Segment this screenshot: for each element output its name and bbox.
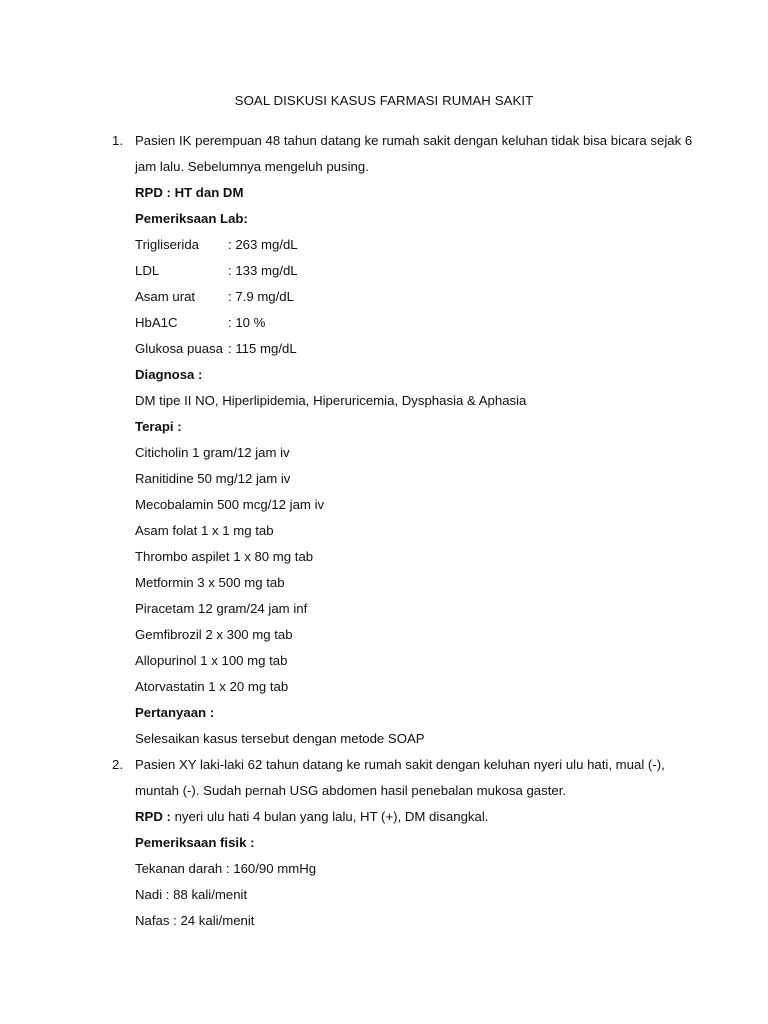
lab-row <box>135 315 265 330</box>
terapi-item: Piracetam 12 gram/24 jam inf <box>135 601 308 616</box>
question-number: 2. <box>112 757 123 772</box>
lab-value: : 115 mg/dL <box>228 341 297 356</box>
document-title: SOAL DISKUSI KASUS FARMASI RUMAH SAKIT <box>234 93 534 108</box>
rpd-label: RPD : <box>135 809 171 824</box>
question-intro-line-2: muntah (-). Sudah pernah USG abdomen hasil penebalan mukosa gaster. <box>135 783 567 798</box>
rpd-line: RPD : HT dan DM <box>135 185 244 200</box>
diagnosa-heading: Diagnosa : <box>135 367 203 382</box>
lab-value: : 7.9 mg/dL <box>228 289 294 304</box>
lab-name: HbA1C <box>135 315 178 330</box>
terapi-item: Ranitidine 50 mg/12 jam iv <box>135 471 291 486</box>
lab-heading: Pemeriksaan Lab: <box>135 211 248 226</box>
rpd-text: nyeri ulu hati 4 bulan yang lalu, HT (+), DM disangkal. <box>170 809 489 824</box>
pertanyaan-heading: Pertanyaan : <box>135 705 215 720</box>
lab-name: Trigliserida <box>135 237 199 252</box>
terapi-item: Atorvastatin 1 x 20 mg tab <box>135 679 289 694</box>
lab-row <box>135 263 298 278</box>
lab-value: : 133 mg/dL <box>228 263 298 278</box>
lab-row <box>135 341 297 356</box>
lab-name: Asam urat <box>135 289 196 304</box>
question-intro-line-1: Pasien XY laki-laki 62 tahun datang ke rumah sakit dengan keluhan nyeri ulu hati, mual (-), <box>135 757 665 772</box>
fisik-item: Nadi : 88 kali/menit <box>135 887 248 902</box>
lab-name: LDL <box>135 263 160 278</box>
terapi-item: Asam folat 1 x 1 mg tab <box>135 523 274 538</box>
rpd-line <box>135 809 488 824</box>
terapi-item: Thrombo aspilet 1 x 80 mg tab <box>135 549 314 564</box>
terapi-item: Allopurinol 1 x 100 mg tab <box>135 653 288 668</box>
lab-value: : 263 mg/dL <box>228 237 298 252</box>
question-number: 1. <box>112 133 123 148</box>
fisik-item: Tekanan darah : 160/90 mmHg <box>135 861 317 876</box>
terapi-item: Mecobalamin 500 mcg/12 jam iv <box>135 497 325 512</box>
question-intro-line-1: Pasien IK perempuan 48 tahun datang ke rumah sakit dengan keluhan tidak bisa bicara sejak 6 <box>135 133 693 148</box>
lab-name: Glukosa puasa <box>135 341 223 356</box>
terapi-item: Citicholin 1 gram/12 jam iv <box>135 445 290 460</box>
terapi-heading: Terapi : <box>135 419 182 434</box>
terapi-item: Gemfibrozil 2 x 300 mg tab <box>135 627 293 642</box>
fisik-item: Nafas : 24 kali/menit <box>135 913 255 928</box>
terapi-item: Metformin 3 x 500 mg tab <box>135 575 285 590</box>
lab-row <box>135 289 294 304</box>
pertanyaan-text: Selesaikan kasus tersebut dengan metode SOAP <box>135 731 425 746</box>
lab-row <box>135 237 298 252</box>
lab-value: : 10 % <box>228 315 266 330</box>
fisik-heading: Pemeriksaan fisik : <box>135 835 255 850</box>
diagnosa-text: DM tipe II NO, Hiperlipidemia, Hiperuricemia, Dysphasia & Aphasia <box>135 393 527 408</box>
question-intro-line-2: jam lalu. Sebelumnya mengeluh pusing. <box>135 159 369 174</box>
